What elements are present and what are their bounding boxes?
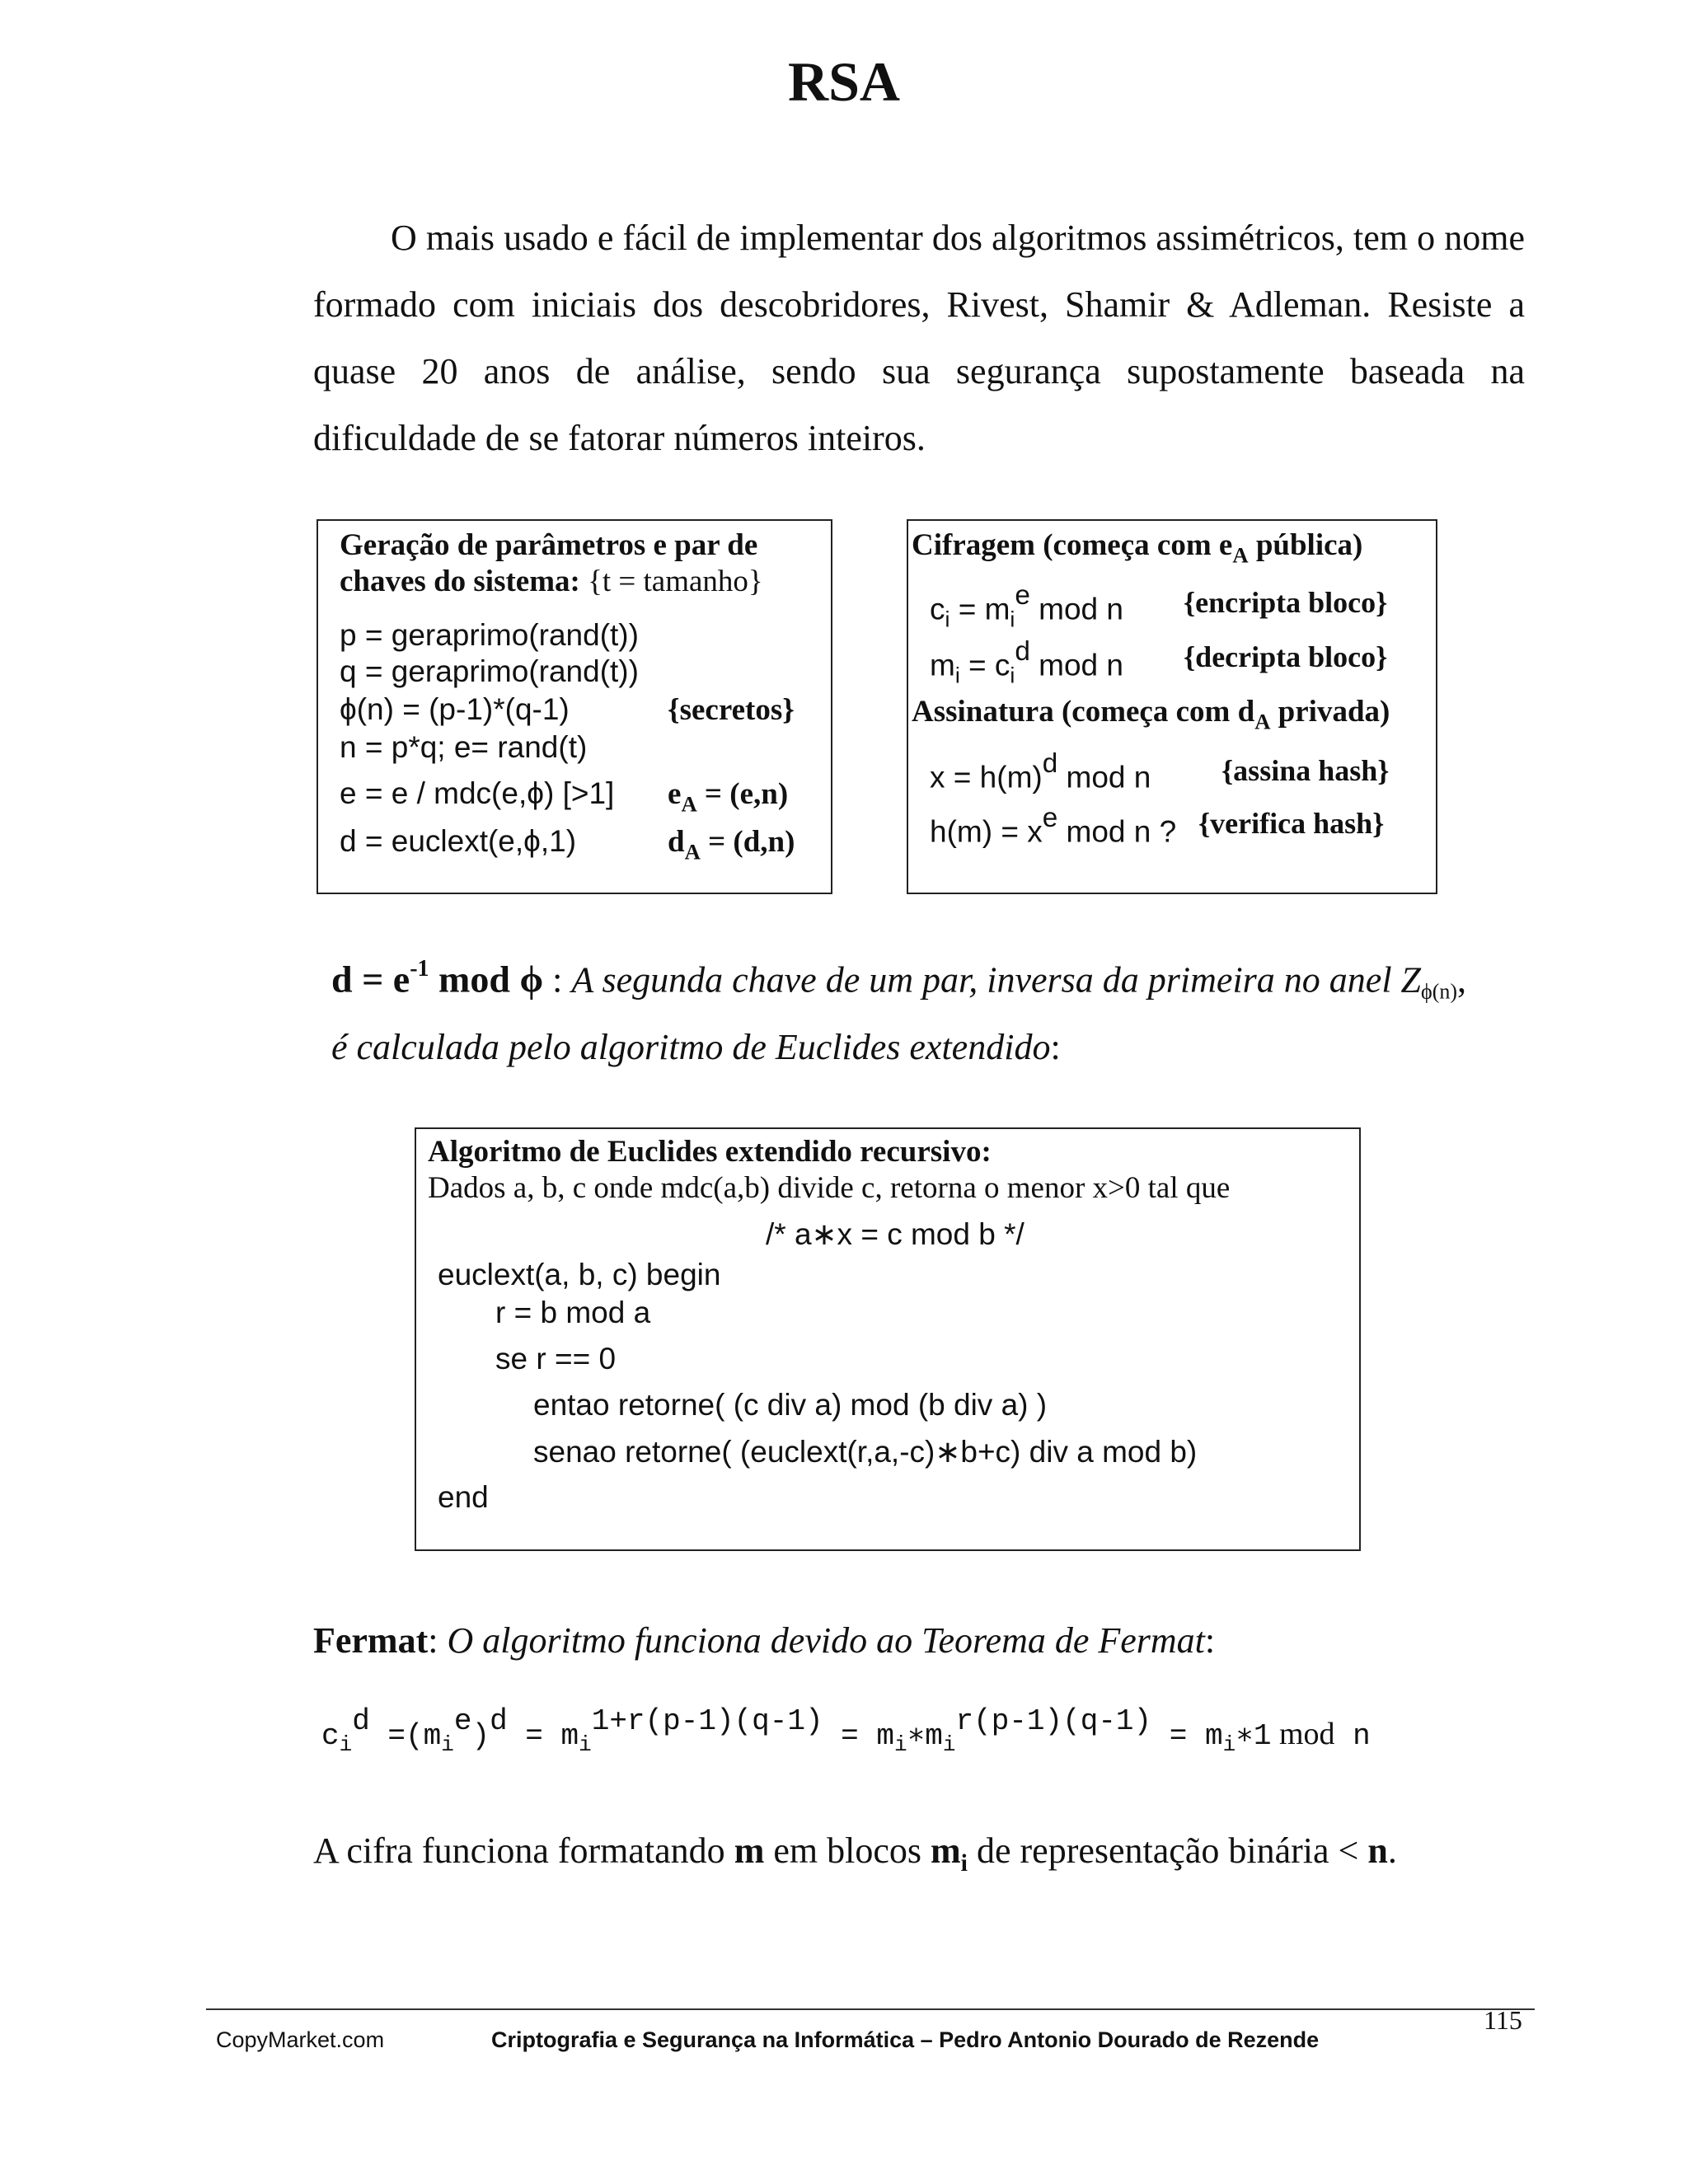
gen-heading-2: [340, 564, 763, 599]
footer-book-title: Criptografia e Segurança na Informática – Pedro Antonio Dourado de Rezende: [491, 2027, 1320, 2052]
gen-heading-2-label: chaves do sistema:: [340, 565, 580, 598]
gen-line-q: q = geraprimo(rand(t)): [340, 654, 639, 688]
inverse-key-line: $d = e^{-1}$ mod ϕ : A segunda chave de um par, inversa da primeira no anel $Z_{\phi(n)}$,: [331, 956, 1467, 1004]
euc-code-line-2: r = b mod a: [495, 1296, 651, 1329]
page-number: 115: [1484, 2005, 1522, 2035]
sig-sign-line: $x = h(m)^d$ mod n: [930, 748, 1151, 794]
gen-public-key: $e_A = (e,n)$: [668, 777, 789, 817]
fermat-formula: $c_i^d =(m_i^e)^d = m_i^{1+r(p-1)(q-1)}$ = $m_i∗m_i^{r(p-1)(q-1)}$ = $m_i∗1$ mod n: [321, 1704, 1371, 1758]
gen-private-key: $d_A = (d,n)$: [668, 825, 795, 865]
page-title: RSA: [787, 50, 901, 113]
sig-verify-line: $h(m) = x^e$ mod n ?: [930, 803, 1177, 849]
inverse-key-line-2: é calculada pelo algoritmo de Euclides extendido:: [331, 1027, 1061, 1067]
block-format-line: A cifra funciona formatando m em blocos $m_i$ de representação binária < n.: [313, 1830, 1397, 1877]
gen-line-p: p = geraprimo(rand(t)): [340, 618, 639, 652]
gen-heading-1: Geração de parâmetros e par de: [340, 528, 758, 562]
gen-line-d: d = euclext(e,ϕ,1): [340, 824, 577, 858]
sig-verify-note: {verifica hash}: [1198, 807, 1385, 840]
euc-code-line-6: end: [438, 1480, 489, 1514]
cif-decrypt-line: $m_i = c_i^d$ mod n: [930, 636, 1123, 688]
gen-line-n: n = p*q; e= rand(t): [340, 730, 588, 764]
gen-line-phi: ϕ(n) = (p-1)*(q-1): [340, 692, 570, 726]
footer-rule: [206, 2008, 1535, 2010]
euc-code-line-5: senao retorne( (euclext(r,a,-c)∗b+c) div a mod b): [533, 1435, 1198, 1469]
gen-secretos-note: {secretos}: [668, 693, 795, 727]
euc-comment: /* a∗x = c mod b */: [766, 1217, 1025, 1251]
cif-heading: Cifragem (começa com $e_A$ pública): [912, 528, 1363, 568]
euclides-algorithm-box: [415, 1127, 1361, 1551]
euc-code-line-4: entao retorne( (c div a) mod (b div a) ): [533, 1388, 1048, 1422]
euc-heading: Algoritmo de Euclides extendido recursivo:: [428, 1135, 992, 1169]
euc-code-line-1: euclext(a, b, c) begin: [438, 1258, 721, 1291]
cif-encrypt-note: {encripta bloco}: [1184, 586, 1388, 619]
gen-heading-2-note: {t = tamanho}: [588, 565, 763, 598]
intro-paragraph: O mais usado e fácil de implementar dos algoritmos assimétricos, tem o nome formado com iniciais dos descobridores, Rivest, Shamir & Adleman. Resiste a quase 20 anos de análise, sendo sua segurança supostamente baseada na dificuldade de se fatorar números inteiros.: [313, 218, 1525, 458]
cif-encrypt-line: $c_i = m_i^e$ mod n: [930, 580, 1123, 632]
cif-decrypt-note: {decripta bloco}: [1184, 640, 1388, 673]
encryption-signature-box: [907, 519, 1437, 894]
footer-site: CopyMarket.com: [216, 2027, 385, 2052]
fermat-line: Fermat: O algoritmo funciona devido ao Teorema de Fermat:: [313, 1620, 1216, 1661]
euc-code-line-3: se r == 0: [495, 1342, 617, 1376]
sig-heading: Assinatura (começa com $d_A$ privada): [912, 695, 1390, 734]
key-generation-box: [316, 519, 832, 894]
sig-sign-note: {assina hash}: [1221, 754, 1390, 787]
euc-description: Dados a, b, c onde mdc(a,b) divide c, retorna o menor x>0 tal que: [428, 1171, 1231, 1205]
gen-line-e: e = e / mdc(e,ϕ) [>1]: [340, 776, 615, 810]
